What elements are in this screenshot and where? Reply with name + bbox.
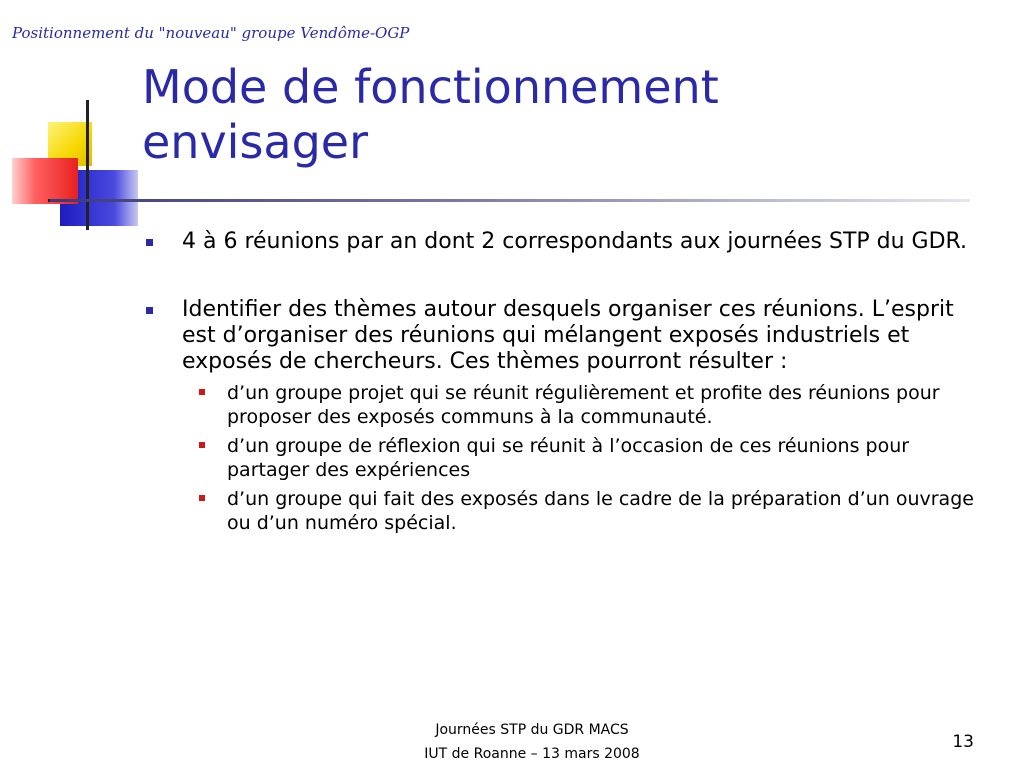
slide-footer	[330, 718, 734, 766]
sub-bullet-text: d’un groupe qui fait des exposés dans le cadre de la préparation d’un ouvrage ou d’un numéro spécial.	[227, 488, 974, 534]
sub-bullet-item	[182, 434, 990, 482]
bullet-text: Identifier des thèmes autour desquels organiser ces réunions. L’esprit est d’organiser des réunions qui mélangent exposés industriels et exposés de chercheurs. Ces thèmes pourront résulter :	[182, 297, 954, 374]
page-number: 13	[952, 732, 974, 752]
slide-title	[142, 60, 1002, 170]
slide-title-line-2: envisager	[142, 115, 369, 169]
slide-body	[140, 229, 990, 540]
footer-line-1: Journées STP du GDR MACS	[435, 722, 629, 738]
square-bullet-icon	[146, 239, 153, 246]
decorative-squares-graphic	[0, 100, 140, 230]
square-bullet-icon	[199, 495, 205, 501]
footer-line-2: IUT de Roanne – 13 mars 2008	[424, 746, 640, 762]
running-header: Positionnement du "nouveau" groupe Vendôme-OGP	[12, 24, 410, 42]
deco-red-square	[12, 158, 78, 204]
square-bullet-icon	[199, 442, 205, 448]
square-bullet-icon	[199, 389, 205, 395]
sub-bullet-text: d’un groupe projet qui se réunit régulièrement et profite des réunions pour proposer des exposés communs à la communauté.	[227, 382, 940, 428]
bullet-item	[140, 297, 990, 535]
bullet-item	[140, 229, 990, 255]
title-divider	[50, 199, 970, 202]
sub-bullet-item	[182, 381, 990, 429]
slide-title-line-1: Mode de fonctionnement	[142, 60, 719, 114]
sub-bullet-list	[182, 381, 990, 535]
square-bullet-icon	[146, 307, 153, 314]
sub-bullet-item	[182, 487, 990, 535]
sub-bullet-text: d’un groupe de réflexion qui se réunit à l’occasion de ces réunions pour partager des expériences	[227, 435, 910, 481]
bullet-text: 4 à 6 réunions par an dont 2 correspondants aux journées STP du GDR.	[182, 229, 968, 254]
deco-vertical-bar	[86, 100, 89, 230]
